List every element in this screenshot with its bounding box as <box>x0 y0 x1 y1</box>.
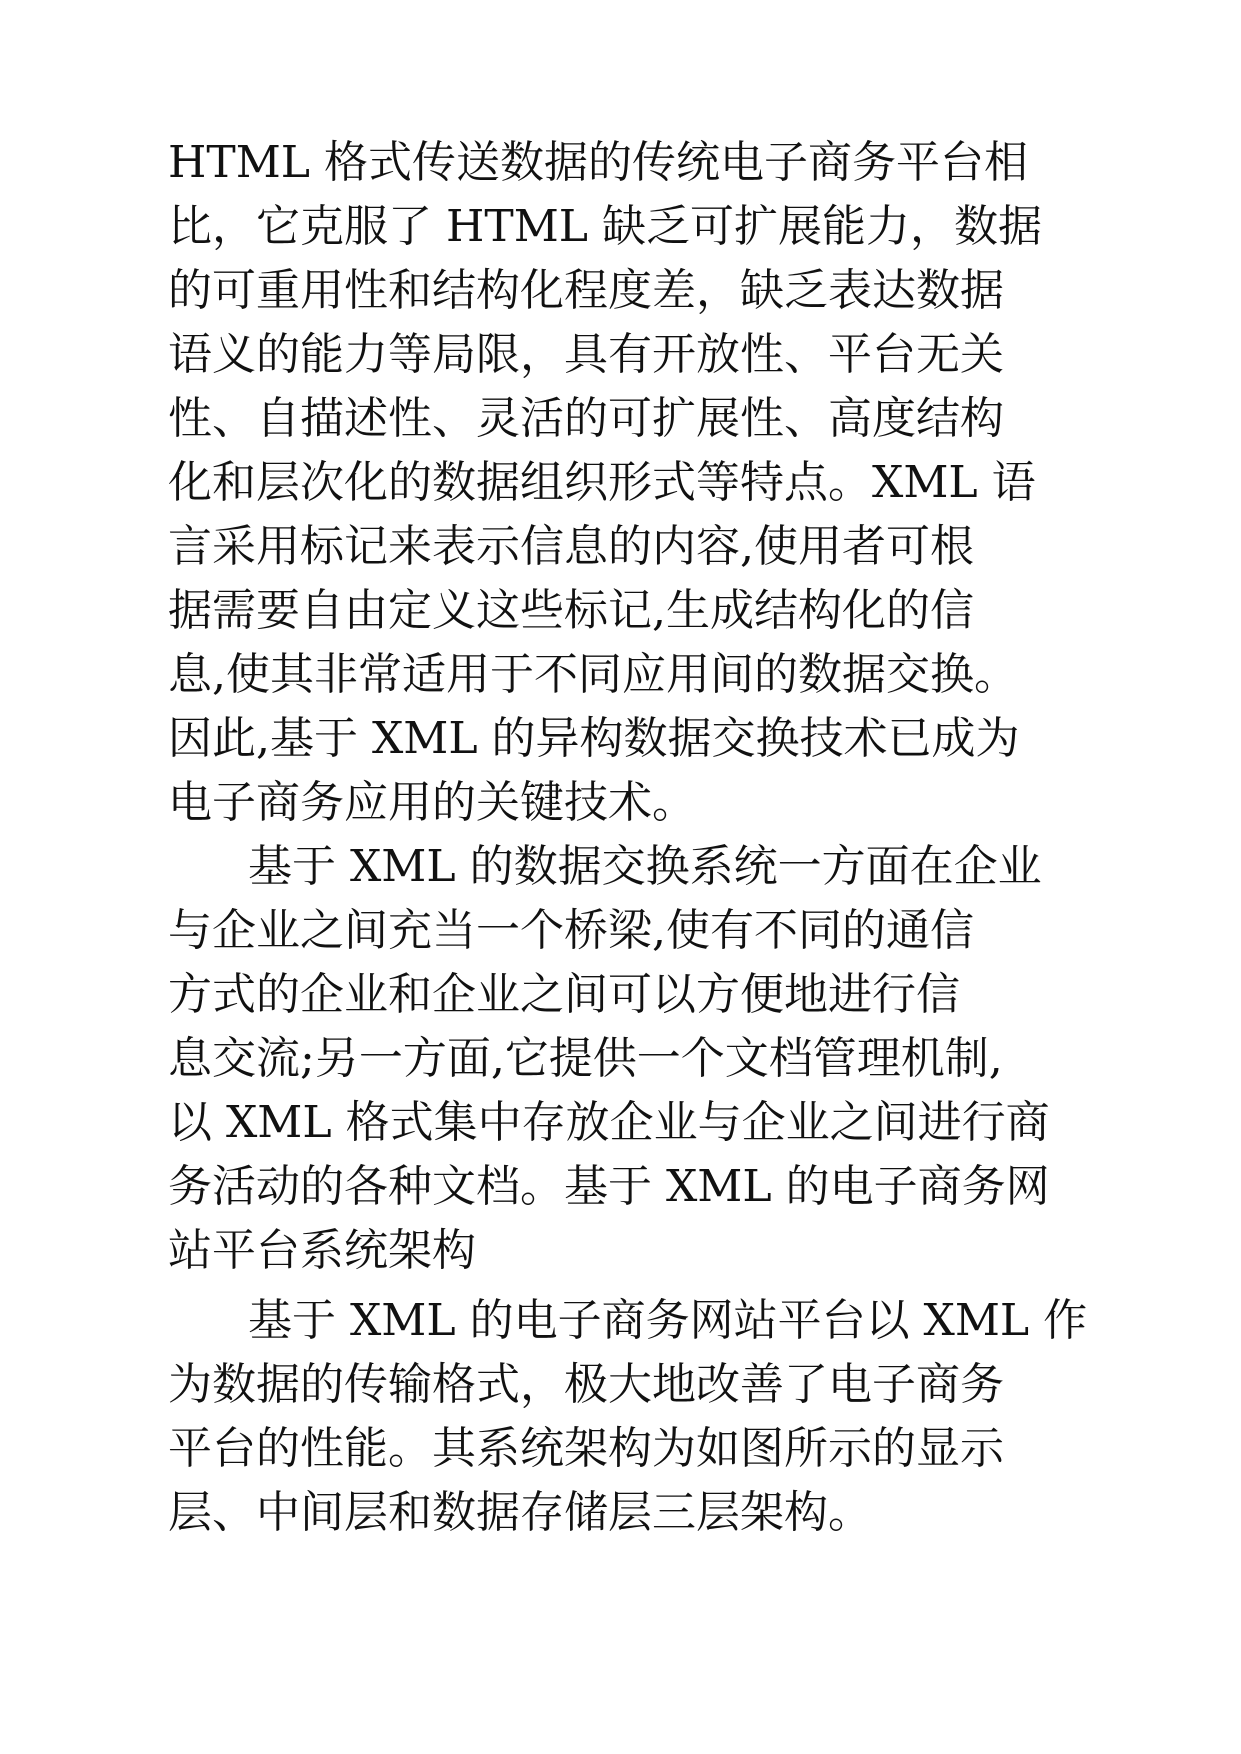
text-line-20: 为数据的传输格式，极大地改善了电子商务 <box>168 1359 1004 1410</box>
text-line-3: 的可重用性和结构化程度差，缺乏表达数据 <box>168 265 1004 316</box>
text-line-21: 平台的性能。其系统架构为如图所示的显示 <box>168 1423 1004 1474</box>
text-line-16: 以 XML 格式集中存放企业与企业之间进行商 <box>168 1097 1050 1148</box>
text-line-5: 性、自描述性、灵活的可扩展性、高度结构 <box>168 393 1004 444</box>
text-line-13: 与企业之间充当一个桥梁,使有不同的通信 <box>168 905 974 956</box>
text-line-9: 息,使其非常适用于不同应用间的数据交换。 <box>168 649 1018 700</box>
text-line-11: 电子商务应用的关键技术。 <box>168 777 696 828</box>
text-line-15: 息交流;另一方面,它提供一个文档管理机制, <box>168 1033 1003 1084</box>
text-line-1: HTML 格式传送数据的传统电子商务平台相 <box>168 137 1028 188</box>
text-line-19: 基于 XML 的电子商务网站平台以 XML 作 <box>248 1295 1088 1346</box>
text-line-22: 层、中间层和数据存储层三层架构。 <box>168 1487 872 1538</box>
text-line-17: 务活动的各种文档。基于 XML 的电子商务网 <box>168 1161 1050 1212</box>
text-line-2: 比，它克服了 HTML 缺乏可扩展能力，数据 <box>168 201 1042 252</box>
text-line-10: 因此,基于 XML 的异构数据交换技术已成为 <box>168 713 1020 764</box>
text-line-7: 言采用标记来表示信息的内容,使用者可根 <box>168 521 974 572</box>
text-line-14: 方式的企业和企业之间可以方便地进行信 <box>168 969 960 1020</box>
text-line-12: 基于 XML 的数据交换系统一方面在企业 <box>248 841 1042 892</box>
text-line-8: 据需要自由定义这些标记,生成结构化的信 <box>168 585 974 636</box>
text-line-4: 语义的能力等局限，具有开放性、平台无关 <box>168 329 1004 380</box>
text-line-18: 站平台系统架构 <box>168 1225 476 1276</box>
text-line-6: 化和层次化的数据组织形式等特点。XML 语 <box>168 457 1036 508</box>
